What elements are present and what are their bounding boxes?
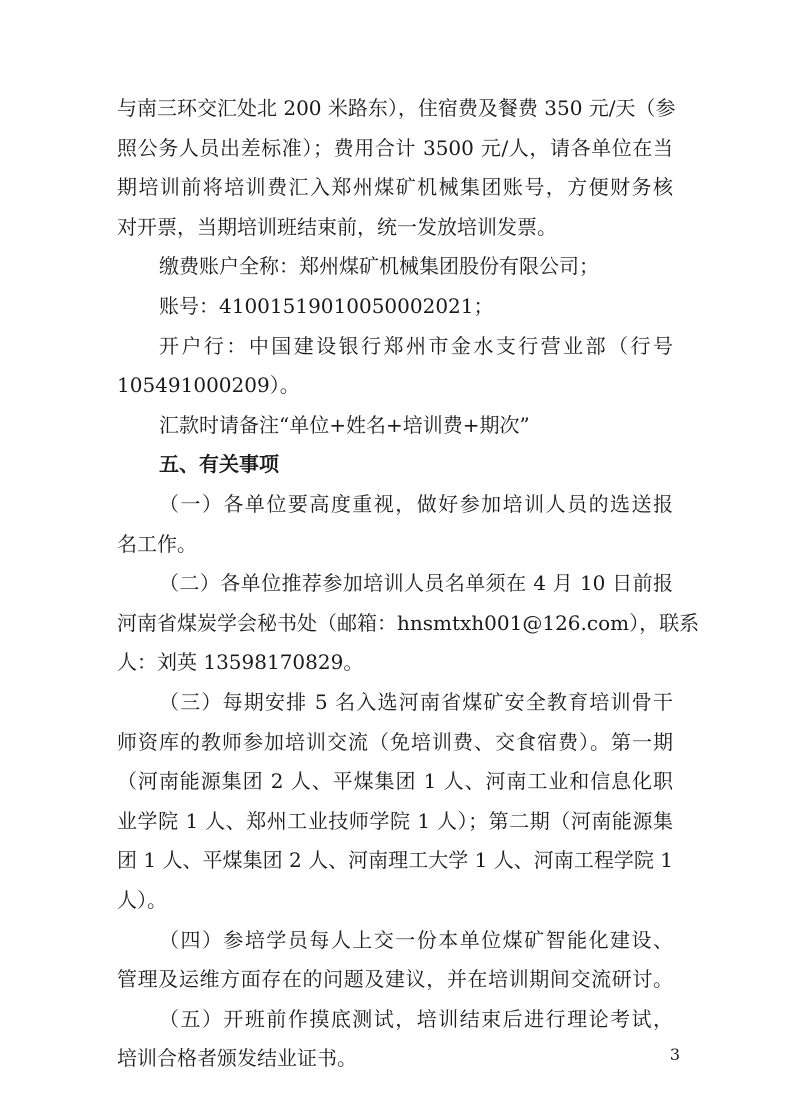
text-line: 管理及运维方面存在的问题及建议，并在培训期间交流研讨。 (117, 967, 673, 992)
text-line: 对开票，当期培训班结束前，统一发放培训发票。 (117, 214, 557, 239)
text-line: 期培训前将培训费汇入郑州煤矿机械集团账号，方便财务核 (117, 175, 673, 200)
text-line: 业学院 1 人、郑州工业技师学院 1 人）；第二期（河南能源集 (117, 808, 673, 833)
text-line: （三）每期安排 5 名入选河南省煤矿安全教育培训骨干 (159, 690, 673, 714)
text-line: （河南能源集团 2 人、平煤集团 1 人、河南工业和信息化职 (117, 769, 673, 794)
item-1-line (0, 484, 785, 524)
paragraph-line (0, 207, 785, 247)
text-line: （五）开班前作摸底测试，培训结束后进行理论考试， (159, 1006, 673, 1031)
item-2-line (0, 603, 785, 643)
text-line: 人：刘英 13598170829。 (117, 650, 364, 675)
paragraph-line (0, 128, 785, 168)
page-number: 3 (669, 1045, 680, 1064)
item-3-line (0, 761, 785, 801)
text-line: 人）。 (117, 888, 167, 912)
text-line: 105491000209）。 (117, 373, 300, 398)
text-line: 与南三环交汇处北 200 米路东），住宿费及餐费 350 元/天（参 (117, 96, 676, 120)
section-heading (0, 444, 785, 484)
item-5-line (0, 999, 785, 1039)
item-3-line (0, 682, 785, 722)
text-line: 开户行：中国建设银行郑州市金水支行营业部（行号 (159, 333, 673, 358)
item-3-line (0, 840, 785, 880)
bank-code-line (0, 365, 785, 405)
remittance-note-line (0, 405, 785, 445)
text-line: （一）各单位要高度重视，做好参加培训人员的选送报 (159, 492, 673, 516)
text-line: （二）各单位推荐参加培训人员名单须在 4 月 10 日前报 (159, 571, 673, 596)
account-name-line (0, 246, 785, 286)
item-1-line (0, 524, 785, 564)
text-line: 师资库的教师参加培训交流（免培训费、交食宿费）。第一期 (117, 729, 673, 754)
item-3-line (0, 722, 785, 762)
text-line: 团 1 人、平煤集团 2 人、河南理工大学 1 人、河南工程学院 1 (117, 848, 673, 873)
text-line: 河南省煤炭学会秘书处（邮箱：hnsmtxh001@126.com），联系 (117, 610, 700, 635)
text-line: 培训合格者颁发结业证书。 (117, 1046, 357, 1071)
paragraph-line (0, 88, 785, 128)
paragraph-line (0, 167, 785, 207)
item-4-line (0, 959, 785, 999)
item-3-line (0, 880, 785, 920)
item-3-line (0, 801, 785, 841)
text-line: 汇款时请备注“单位+姓名+培训费+期次” (159, 412, 530, 437)
text-line: 名工作。 (117, 531, 197, 556)
item-2-line (0, 642, 785, 682)
bank-line (0, 326, 785, 366)
item-2-line (0, 563, 785, 603)
section-heading-text: 五、有关事项 (159, 452, 279, 477)
item-4-line (0, 920, 785, 960)
account-number-line (0, 286, 785, 326)
text-line: （四）参培学员每人上交一份本单位煤矿智能化建设、 (159, 927, 673, 952)
text-line: 缴费账户全称：郑州煤矿机械集团股份有限公司； (159, 254, 599, 279)
text-line: 账号：41001519010050002021； (159, 294, 494, 318)
text-line: 照公务人员出差标准）；费用合计 3500 元/人，请各单位在当 (117, 135, 673, 160)
